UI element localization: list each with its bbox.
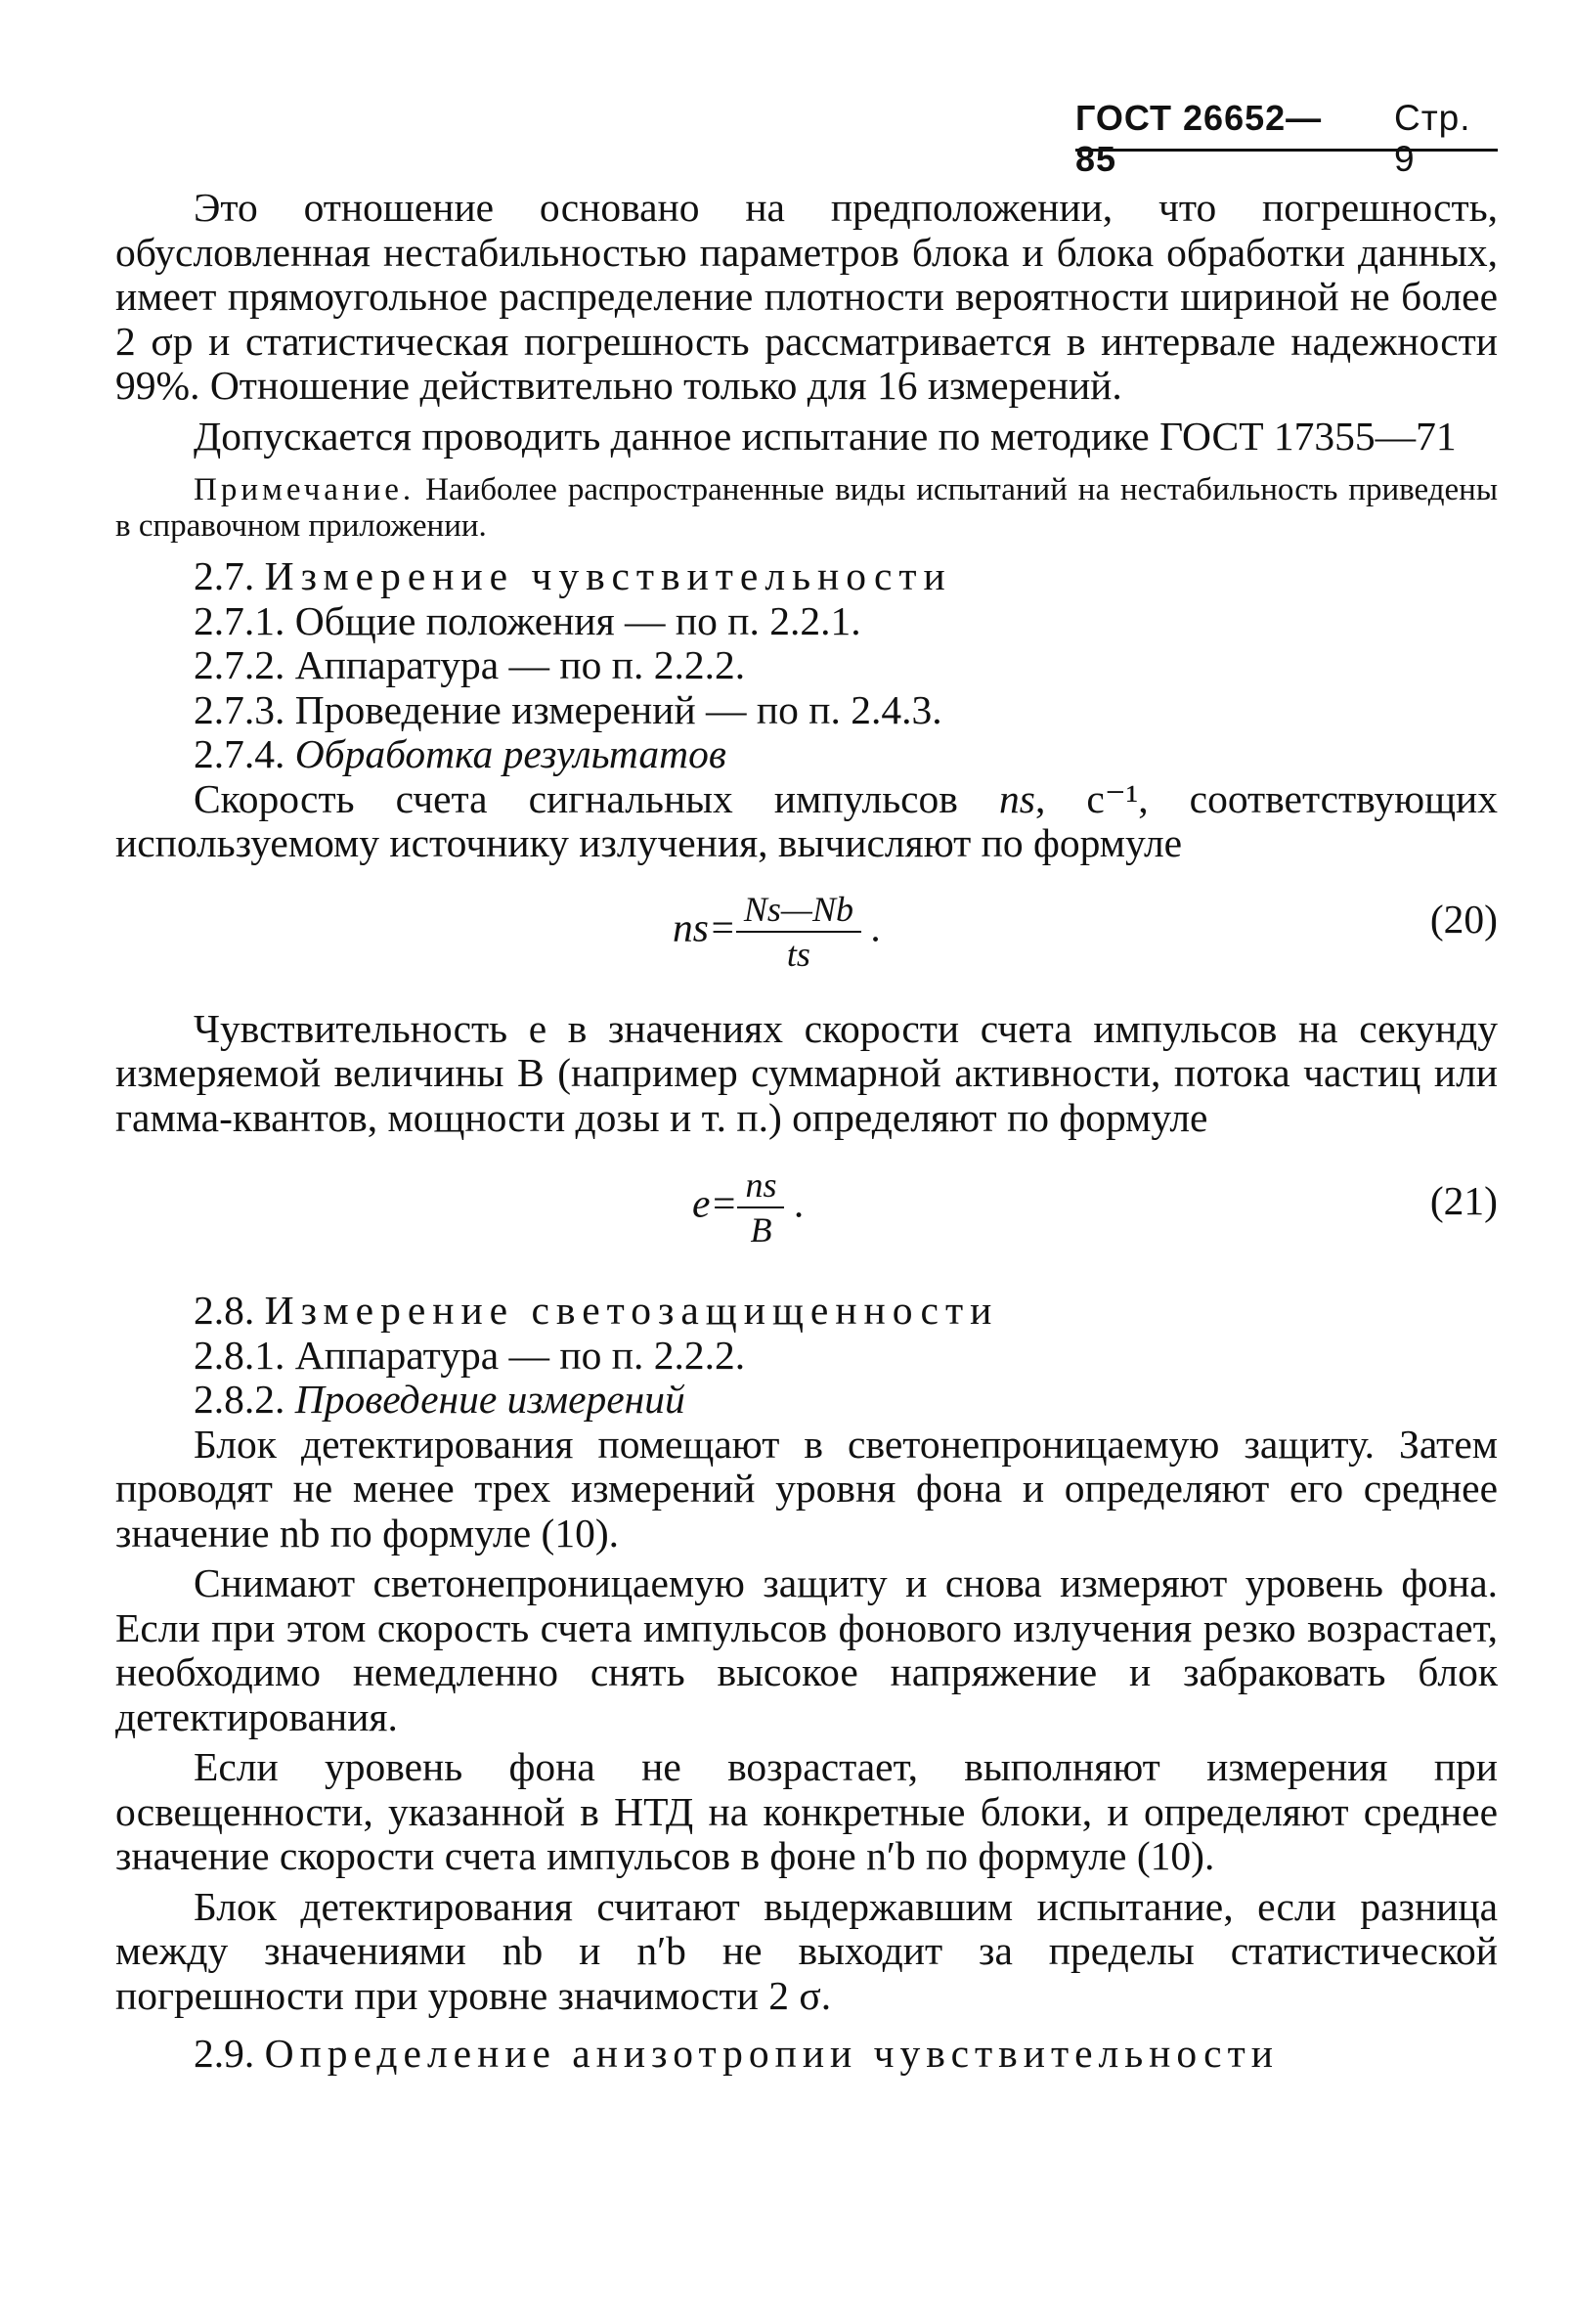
section-title: Измерение светозащищенности	[264, 1288, 999, 1333]
formula-lhs: ns=	[673, 904, 736, 950]
fraction	[737, 1163, 784, 1251]
math-variable: ns	[999, 775, 1035, 821]
paragraph: Чувствительность e в значениях скорости счета импульсов на секунду измеряемой величины B (например суммарной активности, потока частиц или гамма-квантов, мощности дозы и т. п.) определяют по формуле	[115, 1005, 1498, 1140]
clause: 2.7.2. Аппаратура — по п. 2.2.2.	[194, 642, 746, 687]
fraction	[736, 888, 861, 976]
text-run: Скорость счета сигнальных импульсов	[194, 775, 1000, 821]
formula-number: (20)	[1429, 896, 1498, 942]
note-label: Примечание.	[194, 472, 415, 507]
note-text: Наиболее распространенные виды испытаний на нестабильность приведены в справочном приложении.	[115, 472, 1498, 544]
paragraph: Блок детектирования помещают в светонепроницаемую защиту. Затем проводят не менее трех измерений уровня фона и определяют его среднее значение nb по формуле (10).	[115, 1421, 1498, 1556]
formula-expression: ns= $\frac{Ns—Nb}{ts}$ .	[673, 889, 882, 974]
clause: 2.7.1. Общие положения — по п. 2.2.1.	[194, 597, 861, 643]
page-number: Стр. 9	[1393, 98, 1471, 179]
section-number: 2.8.	[194, 1288, 255, 1333]
paragraph: Снимают светонепроницаемую защиту и снова измеряют уровень фона. Если при этом скорость счета импульсов фонового излучения резко возрастает, необходимо немедленно снять высокое напряжение и забраковать блок детектирования.	[115, 1560, 1498, 1739]
clause-number: 2.8.2.	[194, 1377, 285, 1422]
paragraph: Блок детектирования считают выдержавшим испытание, если разница между значениями nb и n′b не выходит за пределы статистической погрешности при уровне значимости 2 σ.	[115, 1883, 1498, 2018]
clause: 2.7.3. Проведение измерений — по п. 2.4.3.	[194, 686, 942, 732]
clause-title: Обработка результатов	[294, 731, 726, 776]
text-run: , с⁻¹, соответствующих используемому источнику излучения, вычисляют по формуле	[115, 775, 1499, 865]
body-text	[115, 186, 1498, 2077]
paragraph	[115, 777, 1498, 866]
section-title: Измерение чувствительности	[264, 553, 952, 598]
denominator: B	[750, 1210, 772, 1250]
standard-number: ГОСТ 26652—85	[1075, 98, 1323, 179]
paragraph: Это отношение основано на предположении, что погрешность, обусловленная нестабильностью параметров блока и блока обработки данных, имеет прямоугольное распределение плотности вероятности шириной не более 2 σp и статистическая погрешность рассматривается в интервале надежности 99%. Отношение действительно только для 16 измерений.	[115, 185, 1498, 408]
clause-title: Проведение измерений	[294, 1377, 685, 1422]
numerator: ns	[737, 1163, 784, 1208]
running-header	[1075, 98, 1498, 179]
clause	[115, 1378, 1498, 1423]
section-heading	[115, 2032, 1498, 2077]
formula-expression: e= $\frac{ns}{B}$ .	[692, 1165, 806, 1250]
formula-21	[115, 1160, 1498, 1267]
paragraph: Допускается проводить данное испытание по методике ГОСТ 17355—71	[194, 413, 1457, 459]
formula-20	[115, 878, 1498, 986]
denominator: ts	[786, 934, 810, 974]
formula-number: (21)	[1429, 1178, 1498, 1223]
clause	[115, 732, 1498, 777]
section-number: 2.9.	[194, 2031, 255, 2076]
section-heading	[115, 554, 1498, 599]
paragraph: Если уровень фона не возрастает, выполняют измерения при освещенности, указанной в НТД на конкретные блоки, и определяют среднее значение скорости счета импульсов в фоне n′b по формуле (10).	[115, 1744, 1498, 1878]
note	[115, 472, 1498, 545]
numerator: Ns—Nb	[736, 888, 861, 933]
clause: 2.8.1. Аппаратура — по п. 2.2.2.	[194, 1332, 746, 1378]
section-heading	[115, 1289, 1498, 1334]
clause-number: 2.7.4.	[194, 731, 285, 776]
section-number: 2.7.	[194, 553, 255, 598]
section-title: Определение анизотропии чувствительности	[264, 2031, 1279, 2076]
formula-lhs: e=	[692, 1180, 738, 1226]
